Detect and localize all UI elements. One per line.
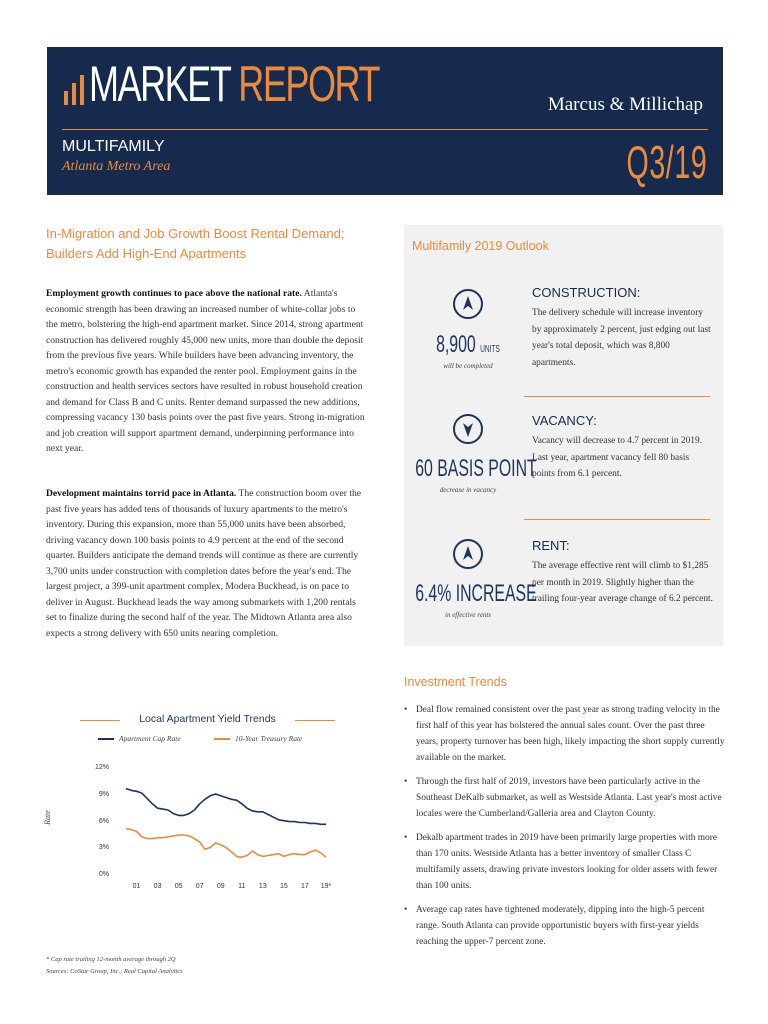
construction-note: will be completed bbox=[443, 362, 493, 370]
paragraph-development bbox=[46, 486, 366, 641]
x-tick-label: 03 bbox=[153, 883, 162, 890]
outlook-title: Multifamily 2019 Outlook bbox=[412, 239, 549, 253]
y-tick-label: 6% bbox=[98, 817, 109, 825]
vacancy-note: decrease in vacancy bbox=[439, 486, 497, 494]
vacancy-text: Vacancy will decrease to 4.7 percent in 2019. Last year, apartment vacancy fell 80 basis points from 6.1 percent. bbox=[532, 436, 702, 479]
title-market: MARKET bbox=[89, 56, 230, 112]
x-tick-label: 15 bbox=[279, 883, 288, 890]
chart-title: Local Apartment Yield Trends bbox=[139, 713, 276, 725]
paragraph-lead: Development maintains torrid pace in Atlanta. bbox=[46, 488, 237, 499]
x-tick-label: 01 bbox=[132, 883, 141, 890]
rent-text: The average effective rent will climb to $1,285 per month in 2019. Slightly higher than the trailing four-year average change of 6.2 percent. bbox=[532, 561, 713, 604]
outlook-panel bbox=[404, 225, 723, 646]
y-axis-label: Rate bbox=[42, 810, 52, 825]
footnote-cap-rate: * Cap rate trailing 12-month average through 2Q bbox=[46, 956, 176, 963]
arrow-down-icon bbox=[453, 414, 483, 444]
construction-text: The delivery schedule will increase inventory by approximately 2 percent, just edging out last year's total deposit, which was 8,800 apartments. bbox=[532, 308, 711, 368]
vacancy-value: 60 BASIS POINT bbox=[415, 455, 537, 482]
paragraph-body: The construction boom over the past five years has added tens of thousands of luxury apartments to the metro's inventory. During this expansion, more than 55,000 units have been absorbed, driving vacancy down 100 basis points to 4.9 percent at the end of the second quarter. Builders anticipate the demand trends will continue as there are currently 3,700 units under construction with completion dates before the year's end. The largest project, a 399-unit apartment complex, Modera Buckhead, is on pace to deliver in August. Buckhead leads the way among submarkets with 1,200 rentals set to finalize during the second half of the year. The Midtown Atlanta area also expects a strong delivery with 650 units nearing completion. bbox=[46, 488, 362, 639]
list-item: • Average cap rates have tightened moderately, dipping into the high-5 percent range. South Atlanta can provide opportunistic buyers with first-year yields reaching the upper-7 percent zone. bbox=[404, 902, 726, 950]
investment-list bbox=[404, 702, 726, 958]
x-tick-label: 17 bbox=[301, 883, 309, 890]
x-tick-label: 13 bbox=[258, 883, 267, 890]
divider bbox=[524, 396, 710, 397]
arrow-up-icon bbox=[453, 539, 483, 569]
footnote-sources: Sources: CoStar Group, Inc.; Real Capital Analytics bbox=[46, 968, 183, 975]
paragraph-employment bbox=[46, 286, 366, 457]
list-item: • Deal flow remained consistent over the past year as strong trading velocity in the first half of this year has bolstered the annual sales count. Over the past three years, property turnover has been high, likely impacting the short supply currently available on the market. bbox=[404, 702, 726, 766]
legend-label: Apartment Cap Rate bbox=[119, 734, 181, 743]
x-tick-label: 09 bbox=[216, 883, 225, 890]
y-tick-label: 0% bbox=[98, 871, 109, 878]
arrow-up-icon bbox=[453, 289, 483, 319]
x-tick-label: 11 bbox=[238, 883, 246, 890]
rent-heading: RENT: bbox=[532, 538, 570, 553]
vacancy-heading: VACANCY: bbox=[532, 413, 597, 428]
list-item: • Through the first half of 2019, investors have been particularly active in the Southeast DeKalb submarket, as well as Westside Atlanta. Last year's most active locales were the Cumberland/Galleria area and Clayton County. bbox=[404, 774, 726, 822]
brand-logo: Marcus & Millichap bbox=[547, 94, 703, 115]
area-label: Atlanta Metro Area bbox=[62, 159, 171, 174]
sector-label: MULTIFAMILY bbox=[62, 138, 165, 155]
paragraph-lead: Employment growth continues to pace above the national rate. bbox=[46, 288, 302, 299]
article-headline: In-Migration and Job Growth Boost Rental Demand; Builders Add High-End Apartments bbox=[46, 226, 345, 261]
rent-value: 6.4% INCREASE bbox=[415, 580, 537, 607]
report-header bbox=[47, 47, 723, 195]
list-item: • Dekalb apartment trades in 2019 have been primarily large properties with more than 170 units. Westside Atlanta has a better inventory of smaller Class C multifamily assets, drawing private investors looking for older assets with fewer than 100 units. bbox=[404, 830, 726, 894]
series-line-treasury bbox=[126, 829, 326, 858]
y-tick-label: 9% bbox=[98, 790, 109, 798]
legend-label: 10-Year Treasury Rate bbox=[235, 734, 303, 743]
x-tick-label: 05 bbox=[174, 883, 183, 890]
construction-value: 8,900 UNITS bbox=[436, 331, 500, 358]
investment-title: Investment Trends bbox=[404, 675, 507, 689]
construction-heading: CONSTRUCTION: bbox=[532, 285, 641, 300]
y-tick-label: 3% bbox=[98, 844, 109, 852]
x-tick-label: 19* bbox=[320, 883, 332, 890]
rent-note: in effective rents bbox=[445, 611, 491, 619]
chart-plot bbox=[44, 708, 389, 908]
x-tick-label: 07 bbox=[195, 883, 204, 890]
report-title bbox=[89, 55, 379, 113]
bar-chart-icon bbox=[63, 75, 87, 107]
header-divider bbox=[62, 129, 708, 130]
yield-trends-chart bbox=[44, 708, 389, 908]
y-tick-label: 12% bbox=[94, 764, 109, 771]
divider bbox=[524, 519, 710, 520]
series-line-cap-rate bbox=[126, 789, 326, 825]
paragraph-body: Atlanta's economic strength has been drawing an increased number of white-collar jobs to the metro, bolstering the high-end apartment market. Since 2014, strong apartment construction has delivered roughly 45,000 new units, more than double the deposit from the previous five years. While builders have been advancing inventory, the metro's economic growth has expanded the renter pool. Employment gains in the construction and health services sectors have resulted in robust household creation and demand for Class B and C units. Renter demand surpassed the new additions, compressing vacancy 130 basis points over the past five years. Strong in-migration and job creation will support apartment demand, underpinning performance into next year. bbox=[46, 288, 365, 454]
quarter-label: Q3/19 bbox=[626, 136, 707, 188]
title-report: REPORT bbox=[238, 56, 380, 112]
